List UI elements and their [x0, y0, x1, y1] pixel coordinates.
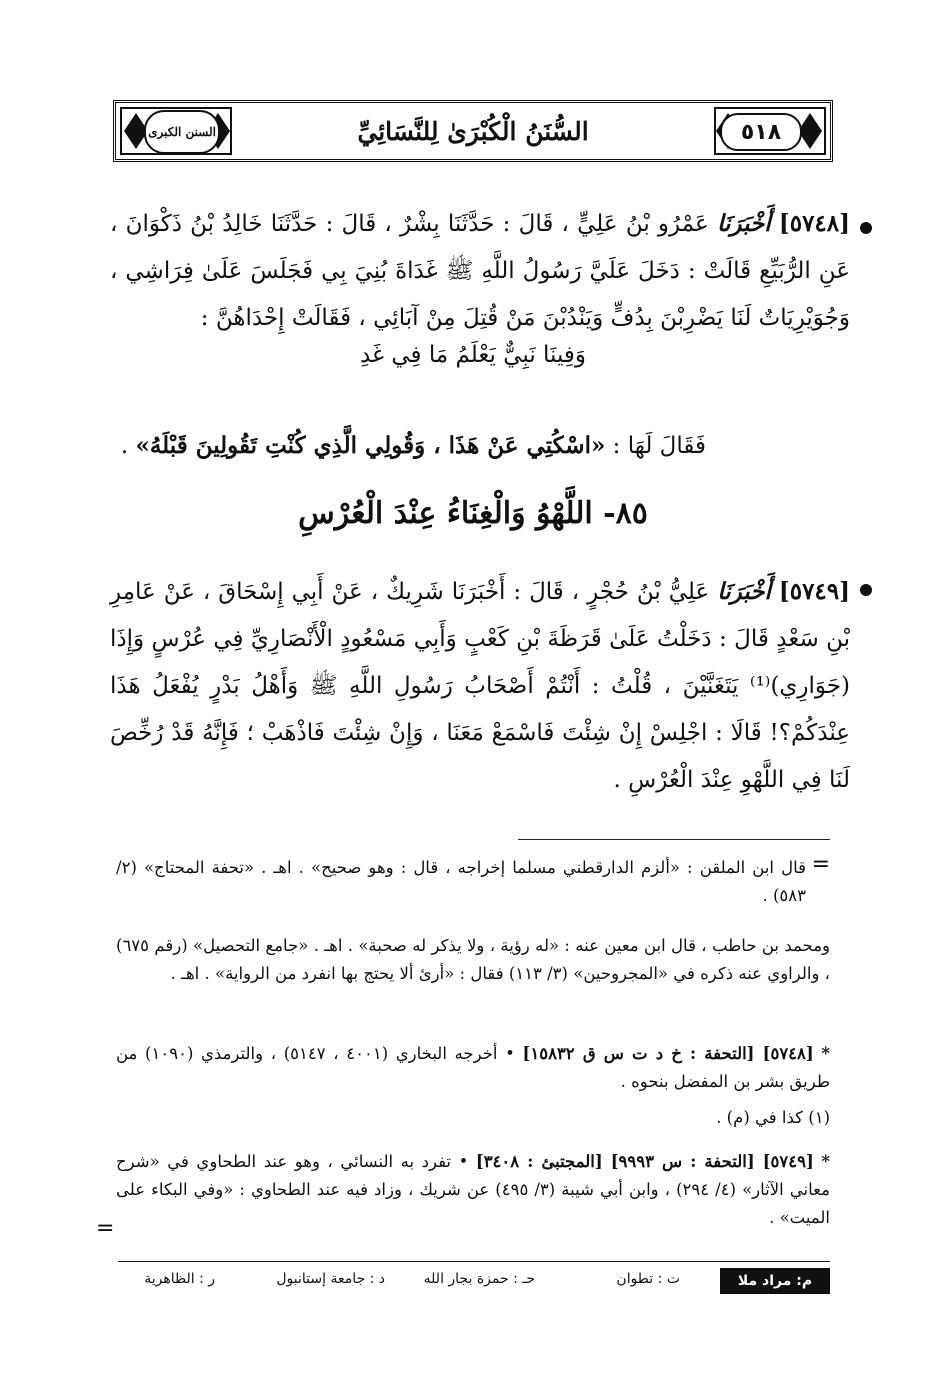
hadith-5749-text	[110, 568, 850, 804]
takhrij-5748: • أخرجه البخاري (٤٠٠١ ، ٥١٤٧) ، والترمذي (١٠٩٠) من طريق بشر بن المفضل بنحوه .	[116, 1044, 830, 1091]
footnote-5749	[116, 1148, 830, 1232]
quote-end: .	[120, 433, 129, 459]
credit-t: ت : تطوان	[616, 1271, 680, 1287]
page-header	[113, 100, 833, 162]
credit-r: ر : الظاهرية	[144, 1271, 215, 1287]
continuation-mark-bottom: =	[96, 1216, 115, 1241]
prophet-quote-line	[121, 432, 706, 459]
manuscript-credits	[118, 1268, 830, 1294]
footnote-1: (١) كذا في (م) .	[716, 1108, 830, 1127]
credit-d: د : جامعة إستانبول	[276, 1271, 385, 1287]
bullet-5749	[860, 584, 872, 596]
credit-h: حـ : حمزة بجار الله	[423, 1271, 535, 1287]
footnote-ibn-mulaqqin: قال ابن الملقن : «ألزم الدارقطني مسلما إخراجه ، قال : وهو صحيح» . اهـ . «تحفة المحتاج» (٢/ ٥٨٣) .	[116, 858, 806, 905]
bullet-5748	[860, 222, 872, 234]
credit-m: م: مراد ملا	[720, 1268, 830, 1294]
continuation-mark-top: =	[811, 852, 830, 877]
footnote-muhammad-hatib: ومحمد بن حاطب ، قال ابن معين عنه : «له رؤية ، ولا يذكر له صحبة» . اهـ . «جامع التحصيل» (رقم ٦٧٥) ، والراوي عنه ذكره في «المجروحين» (٣/ ١١٣) فقال : «أرئ ألا يحتج بها انفرد من الرواية» . اهـ .	[116, 936, 830, 983]
star-icon: *	[821, 1044, 831, 1063]
footnote-5748	[116, 1040, 830, 1096]
hadith-5748-text	[110, 200, 850, 342]
credits-separator	[118, 1261, 830, 1262]
tuhfa-ref-5749: [٥٧٤٩] [التحفة : س ٩٩٩٣] [المجتبئ : ٣٤٠٨]	[475, 1152, 814, 1171]
prophet-quote: «اسْكُتِي عَنْ هَذَا ، وَقُولِي الَّذِي كُنْتِ تَقُولِينَ قَبْلَهُ»	[135, 432, 606, 459]
akhbarana-word: أَخْبَرَنَا	[716, 210, 771, 237]
book-title: السُّنَنُ الْكُبْرَىٰ لِلنَّسَائِيِّ	[357, 116, 589, 146]
akhbarana-word: أَخْبَرَنَا	[717, 578, 771, 605]
hadith-number: [٥٧٤٩]	[778, 578, 851, 605]
chapter-heading: ٨٥- اللَّهْوُ وَالْغِنَاءُ عِنْدَ الْعُرْسِ	[298, 496, 648, 531]
tuhfa-ref-5748: [٥٧٤٨] [التحفة : خ د ت س ق ١٥٨٣٢]	[522, 1044, 814, 1063]
hadith-body: عَمْرُو بْنُ عَلِيٍّ ، قَالَ : حَدَّثَنَا بِشْرٌ ، قَالَ : حَدَّثَنَا خَالِدُ بْنُ ذَكْوَانَ ، عَنِ الرُّبَيِّعِ قَالَتْ : دَخَلَ عَلَيَّ رَسُولُ اللَّهِ ﷺ غَدَاةَ بُنِيَ بِي فَجَلَسَ عَلَىٰ فِرَاشِي ، وَجُوَيْرِيَاتٌ لَنَا يَضْرِبْنَ بِدُفٍّ وَيَنْدُبْنَ مَنْ قُتِلَ مِنْ آبَائِي ، فَقَالَتْ إِحْدَاهُنَّ :	[110, 211, 850, 331]
footnote-separator	[518, 839, 830, 840]
quote-intro: فَقَالَ لَهَا :	[612, 433, 706, 459]
book-logo	[144, 110, 220, 154]
book-logo-text: السنن الكبرى	[148, 124, 216, 139]
takhrij-5749: • تفرد به النسائي ، وهو عند الطحاوي في «شرح معاني الآثار» (٤/ ٢٩٤) ، وابن أبي شيبة (٣/ ٤٩٥) عن شريك ، وزاد فيه عند الطحاوي : «وفي البكاء على الميت» .	[116, 1152, 830, 1227]
poetry-verse: وَفِينَا نَبِيٌّ يَعْلَمُ مَا فِي غَدِ	[359, 342, 587, 368]
hadith-number: [٥٧٤٨]	[778, 210, 851, 237]
page-number: ٥١٨	[720, 113, 802, 151]
hadith-body: عَلِيُّ بْنُ حُجْرٍ ، قَالَ : أَخْبَرَنَا شَرِيكٌ ، عَنْ أَبِي إِسْحَاقَ ، عَنْ عَامِرِ بْنِ سَعْدٍ قَالَ : دَخَلْتُ عَلَىٰ قَرَظَةَ بْنِ كَعْبٍ وَأَبِي مَسْعُودٍ الْأَنْصَارِيِّ فِي عُرْسٍ وَإِذَا (جَوَارِي)⁽¹⁾ يَتَغَنَّيْنَ ، قُلْتُ : أَنْتُمْ أَصْحَابُ رَسُولِ اللَّهِ ﷺ وَأَهْلُ بَدْرٍ يُفْعَلُ هَذَا عِنْدَكُمْ؟! قَالَا : اجْلِسْ إِنْ شِئْتَ فَاسْمَعْ مَعَنَا ، وَإِنْ شِئْتَ فَاذْهَبْ ؛ فَإِنَّهُ قَدْ رُخِّصَ لَنَا فِي اللَّهْوِ عِنْدَ الْعُرْسِ .	[110, 579, 850, 793]
star-icon: *	[821, 1152, 830, 1171]
